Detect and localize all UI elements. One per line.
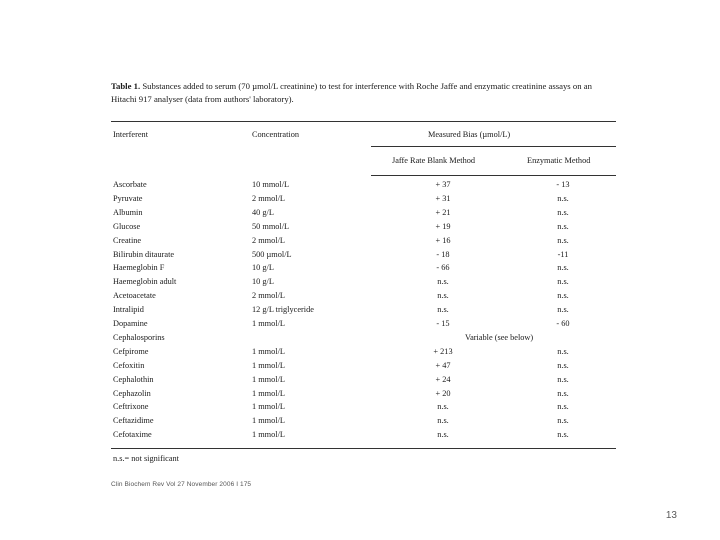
table-row — [111, 332, 616, 344]
cell-enzymatic-bias: n.s. — [557, 430, 569, 440]
cell-jaffe-bias: + 16 — [435, 235, 451, 245]
cell-interferent: Ceftrixone — [113, 402, 149, 412]
cell-interferent: Albumin — [113, 207, 143, 217]
cell-jaffe-bias: + 21 — [435, 207, 451, 217]
cell-enzymatic-bias: n.s. — [557, 416, 569, 426]
cell-concentration: 1 mmol/L — [252, 374, 285, 384]
cell-concentration: 1 mmol/L — [252, 319, 285, 328]
table-row — [111, 346, 616, 358]
cell-interferent: Cephazolin — [113, 388, 151, 398]
cell-concentration: 500 µmol/L — [252, 249, 292, 259]
table-row — [111, 262, 616, 274]
table-row — [111, 179, 616, 191]
header-concentration: Concentration — [252, 130, 300, 139]
cell-enzymatic-bias: n.s. — [557, 221, 569, 231]
cell-interferent: Cefoxitin — [113, 360, 145, 370]
bias-subheader-rule — [371, 146, 616, 147]
cell-concentration: 1 mmol/L — [252, 346, 285, 356]
cell-interferent: Haemeglobin adult — [113, 277, 177, 287]
table-figure — [111, 80, 616, 463]
top-rule — [111, 121, 616, 122]
cell-concentration: 1 mmol/L — [252, 430, 285, 440]
cell-jaffe-bias: n.s. — [437, 430, 449, 440]
cell-interferent: Creatine — [113, 235, 142, 245]
table-row — [111, 290, 616, 302]
cell-interferent: Cefotaxime — [113, 430, 152, 440]
cell-interferent: Bilirubin ditaurate — [113, 249, 175, 259]
cell-interferent: Cefpirome — [113, 346, 149, 356]
table-caption — [111, 80, 616, 105]
cell-jaffe-bias: + 213 — [433, 346, 453, 356]
table-row — [111, 401, 616, 413]
cell-concentration: 2 mmol/L — [252, 235, 285, 245]
cell-concentration: 12 g/L triglyceride — [252, 305, 314, 315]
cell-jaffe-bias: - 18 — [436, 249, 450, 259]
cell-jaffe-bias: + 19 — [435, 221, 451, 231]
cell-concentration: 40 g/L — [252, 207, 274, 217]
cell-concentration: 1 mmol/L — [252, 402, 285, 412]
cell-jaffe-bias: + 37 — [435, 180, 451, 189]
cell-interferent: Cephalosporins — [113, 332, 165, 342]
cell-interferent: Acetoacetate — [113, 291, 156, 301]
cell-jaffe-bias: - 15 — [436, 319, 450, 328]
cell-enzymatic-bias: n.s. — [557, 360, 569, 370]
cell-enzymatic-bias: n.s. — [557, 374, 569, 384]
cell-enzymatic-bias: -11 — [557, 249, 569, 259]
cell-concentration: 10 g/L — [252, 277, 274, 287]
cell-interferent: Ceftazidime — [113, 416, 154, 426]
caption-lead: Table 1. — [111, 81, 141, 91]
cell-jaffe-bias: n.s. — [437, 305, 449, 315]
cell-interferent: Haemeglobin F — [113, 263, 165, 273]
cell-concentration: 50 mmol/L — [252, 221, 290, 231]
cell-concentration: 10 g/L — [252, 263, 274, 273]
table-row — [111, 374, 616, 386]
cell-concentration: 2 mmol/L — [252, 193, 285, 203]
table-row — [111, 360, 616, 372]
cell-jaffe-bias: n.s. — [437, 402, 449, 412]
cell-interferent: Pyruvate — [113, 193, 143, 203]
cell-interferent: Intralipid — [113, 305, 144, 315]
cell-jaffe-bias: + 31 — [435, 193, 451, 203]
table-row — [111, 318, 616, 330]
cell-enzymatic-bias: - 60 — [556, 319, 570, 328]
cell-enzymatic-bias: n.s. — [557, 207, 569, 217]
cell-jaffe-bias: n.s. — [437, 291, 449, 301]
table-row — [111, 207, 616, 219]
cell-enzymatic-bias: n.s. — [557, 291, 569, 301]
cell-interferent: Ascorbate — [113, 180, 147, 189]
table-row — [111, 304, 616, 316]
table-row — [111, 235, 616, 247]
caption-text: Substances added to serum (70 µmol/L creatinine) to test for interference with Roche Jaffe and enzymatic creatinine assays on an Hitachi 917 analyser (data from authors' laboratory). — [111, 81, 592, 104]
header-interferent: Interferent — [113, 130, 149, 139]
cell-enzymatic-bias: n.s. — [557, 402, 569, 412]
cell-jaffe-bias: n.s. — [437, 277, 449, 287]
table-row — [111, 388, 616, 400]
cell-jaffe-bias: + 20 — [435, 388, 451, 398]
cell-jaffe-bias: - 66 — [436, 263, 450, 273]
cell-enzymatic-bias: n.s. — [557, 346, 569, 356]
table-row — [111, 193, 616, 205]
cell-interferent: Glucose — [113, 221, 141, 231]
cell-concentration: 2 mmol/L — [252, 291, 285, 301]
cell-enzymatic-bias: n.s. — [557, 193, 569, 203]
cell-jaffe-bias: + 47 — [435, 360, 451, 370]
table-row — [111, 429, 616, 441]
header-measured-bias: Measured Bias (µmol/L) — [428, 130, 511, 139]
table-footnote: n.s.= not significant — [113, 454, 179, 463]
journal-citation: Clin Biochem Rev Vol 27 November 2006 I 175 — [111, 481, 252, 488]
cell-interferent: Cephalothin — [113, 374, 154, 384]
cell-enzymatic-bias: n.s. — [557, 388, 569, 398]
cell-concentration: 1 mmol/L — [252, 388, 285, 398]
table-row — [111, 221, 616, 233]
bottom-rule — [111, 448, 616, 449]
table-row — [111, 276, 616, 288]
header-jaffe: Jaffe Rate Blank Method — [392, 156, 476, 165]
cell-interferent: Dopamine — [113, 319, 148, 328]
cell-jaffe-bias: n.s. — [437, 416, 449, 426]
cell-enzymatic-bias: n.s. — [557, 305, 569, 315]
cell-enzymatic-bias: n.s. — [557, 277, 569, 287]
cell-enzymatic-bias: n.s. — [557, 235, 569, 245]
cell-jaffe-bias: + 24 — [435, 374, 451, 384]
cell-variable-note: Variable (see below) — [465, 332, 534, 342]
cell-enzymatic-bias: - 13 — [556, 180, 570, 189]
header-rule — [371, 175, 616, 176]
cell-concentration: 10 mmol/L — [252, 180, 290, 189]
header-enzymatic: Enzymatic Method — [527, 156, 591, 165]
cell-concentration: 1 mmol/L — [252, 416, 285, 426]
cell-enzymatic-bias: n.s. — [557, 263, 569, 273]
table-row — [111, 415, 616, 427]
cell-concentration: 1 mmol/L — [252, 360, 285, 370]
slide-number: 13 — [665, 510, 677, 521]
table-row — [111, 249, 616, 261]
